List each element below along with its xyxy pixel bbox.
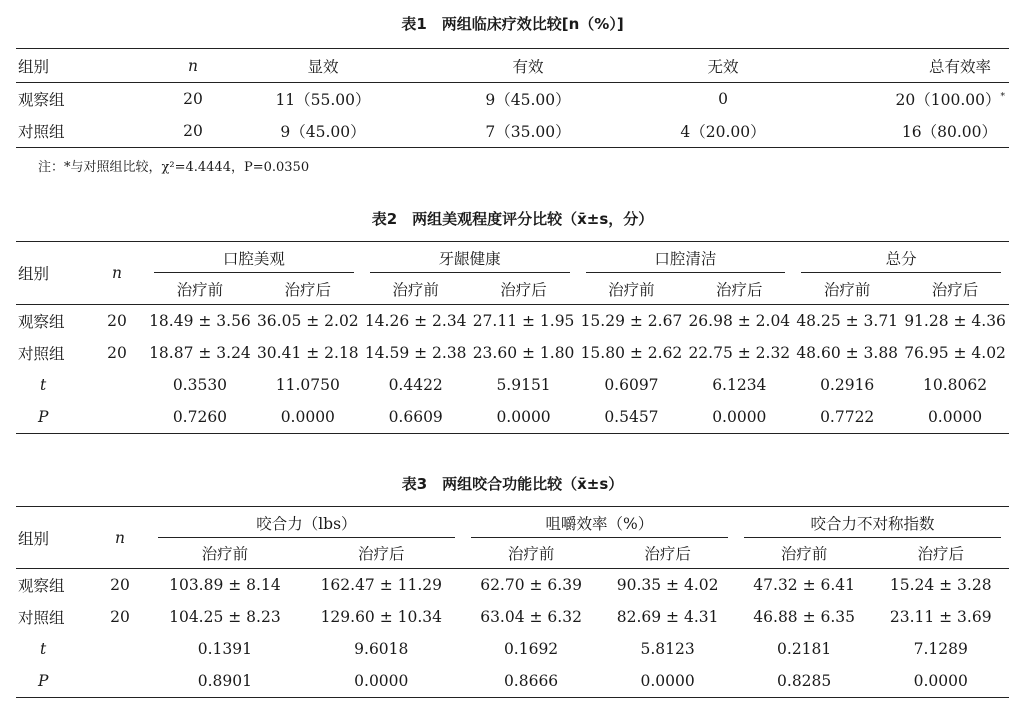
table-row xyxy=(16,569,1009,602)
table-row xyxy=(16,601,1009,633)
table3-cell-stat-t: t xyxy=(40,640,47,658)
table-row xyxy=(16,115,1009,148)
table2-cell: 0.0000 xyxy=(496,408,551,426)
table2-sub-header-row xyxy=(16,273,1009,305)
table3-cell xyxy=(90,665,150,698)
table2-cell xyxy=(88,401,146,434)
table3-cell: 对照组 xyxy=(18,609,65,627)
table1-cell: 20 xyxy=(183,90,203,108)
table2-cell: 10.8062 xyxy=(923,376,988,394)
table3-sub-after: 治疗后 xyxy=(872,538,1009,569)
table2-cell: 0.3530 xyxy=(172,376,228,394)
table3-cell: 82.69 ± 4.31 xyxy=(616,608,719,626)
table3-cell-stat-p: P xyxy=(38,672,49,690)
table1-header-total-rate: 总有效率 xyxy=(818,49,1009,83)
table2-cell: 15.29 ± 2.67 xyxy=(580,312,683,330)
table1-cell: 对照组 xyxy=(18,123,65,141)
table2-cell: 22.75 ± 2.32 xyxy=(688,344,791,362)
table1-cell-total xyxy=(818,83,1009,116)
table2-sub-before: 治疗前 xyxy=(793,273,901,305)
significance-mark: * xyxy=(1000,91,1005,102)
table2-cell: 14.26 ± 2.34 xyxy=(364,312,467,330)
table3-cell: 0.1391 xyxy=(197,640,253,658)
table2-cell: 26.98 ± 2.04 xyxy=(688,312,791,330)
table-row xyxy=(16,633,1009,665)
table2-cell-stat-t: t xyxy=(40,376,47,394)
table1-cell: 9（45.00） xyxy=(485,91,571,109)
table2-cell: 5.9151 xyxy=(496,376,551,394)
table3-sub-after: 治疗后 xyxy=(599,538,736,569)
table2-group-oral-clean xyxy=(578,242,794,274)
table2-cell: 15.80 ± 2.62 xyxy=(580,344,683,362)
table1-cell: 16（80.00） xyxy=(901,123,997,141)
table3-caption: 表3 两组咬合功能比较（x̄±s） xyxy=(401,475,624,493)
table1 xyxy=(16,48,1009,148)
table1-note: 注：*与对照组比较，χ²=4.4444，P=0.0350 xyxy=(38,160,310,175)
table2-cell: 0.2916 xyxy=(820,376,875,394)
table1-cell: 9（45.00） xyxy=(280,123,366,141)
table3-cell: 0.2181 xyxy=(777,640,832,658)
table2-header-n: n xyxy=(88,242,146,305)
table1-cell: 7（35.00） xyxy=(485,123,571,141)
table2-cell: 20 xyxy=(107,344,127,362)
table3-sub-before: 治疗前 xyxy=(463,538,600,569)
table1-cell: 20 xyxy=(183,122,203,140)
table-row xyxy=(16,83,1009,116)
table3-cell: 23.11 ± 3.69 xyxy=(889,608,992,626)
table3-cell: 0.0000 xyxy=(913,672,968,690)
table3-cell: 90.35 ± 4.02 xyxy=(616,576,719,594)
table1-header-effective: 有效 xyxy=(428,49,628,83)
table3-cell: 0.1692 xyxy=(503,640,559,658)
table3-group-label: 咀嚼效率（%） xyxy=(545,514,654,533)
table2-cell: 23.60 ± 1.80 xyxy=(472,344,575,362)
table2-group-label: 口腔清洁 xyxy=(654,249,717,268)
table3-cell: 20 xyxy=(110,608,130,626)
table2-group-oral-appearance xyxy=(146,242,362,274)
table3-cell: 0.8901 xyxy=(197,672,253,690)
table3-cell: 46.88 ± 6.35 xyxy=(753,608,856,626)
table3-cell: 129.60 ± 10.34 xyxy=(320,608,443,626)
table1-cell: 观察组 xyxy=(18,91,65,109)
table-row xyxy=(16,305,1009,338)
table2-cell: 0.0000 xyxy=(280,408,335,426)
table3-cell: 0.0000 xyxy=(354,672,409,690)
table1-header-ineffective: 无效 xyxy=(628,49,818,83)
table2-sub-before: 治疗前 xyxy=(578,273,686,305)
table2-cell: 0.4422 xyxy=(388,376,443,394)
table2-group-label: 牙龈健康 xyxy=(438,249,501,268)
table2-cell: 48.60 ± 3.88 xyxy=(796,344,899,362)
table2-cell: 0.7722 xyxy=(820,408,875,426)
table2-cell: 0.0000 xyxy=(927,408,983,426)
table2-cell: 91.28 ± 4.36 xyxy=(904,312,1006,330)
table3-cell: 103.89 ± 8.14 xyxy=(169,576,281,594)
table2-sub-before: 治疗前 xyxy=(362,273,470,305)
table2-cell: 30.41 ± 2.18 xyxy=(256,344,359,362)
table3-group-label: 咬合力（lbs） xyxy=(256,514,357,533)
table2-cell: 观察组 xyxy=(18,313,65,331)
table2-sub-after: 治疗后 xyxy=(685,273,793,305)
table1-header-marked: 显效 xyxy=(218,49,428,83)
table3-group-bite-force xyxy=(150,507,463,539)
table2 xyxy=(16,241,1009,434)
table3-group-header-row xyxy=(16,507,1009,539)
table2-cell: 0.7260 xyxy=(172,408,228,426)
table-row xyxy=(16,401,1009,434)
table1-header-row xyxy=(16,49,1009,83)
table2-cell: 0.0000 xyxy=(712,408,767,426)
table2-caption: 表2 两组美观程度评分比较（x̄±s，分） xyxy=(371,210,654,228)
table1-cell: 11（55.00） xyxy=(275,91,371,109)
table2-sub-after: 治疗后 xyxy=(901,273,1009,305)
table2-cell: 18.49 ± 3.56 xyxy=(149,312,251,330)
table1-caption: 表1 两组临床疗效比较[n（%）] xyxy=(401,15,624,33)
table3-cell: 20 xyxy=(110,576,130,594)
table2-cell: 0.6097 xyxy=(604,376,659,394)
table2-cell-stat-p: P xyxy=(38,408,49,426)
table3-cell: 15.24 ± 3.28 xyxy=(889,576,992,594)
table2-cell: 对照组 xyxy=(18,345,65,363)
table1-cell: 0 xyxy=(718,90,728,108)
table2-group-label: 口腔美观 xyxy=(222,249,285,268)
table3-group-label: 咬合力不对称指数 xyxy=(810,514,935,533)
table2-cell: 0.5457 xyxy=(604,408,659,426)
table2-group-header-row xyxy=(16,242,1009,274)
table2-cell: 48.25 ± 3.71 xyxy=(796,312,899,330)
table2-cell: 18.87 ± 3.24 xyxy=(149,344,251,362)
table3-group-asymmetry-index xyxy=(736,507,1009,539)
table3-cell: 63.04 ± 6.32 xyxy=(480,608,582,626)
table3-cell: 104.25 ± 8.23 xyxy=(169,608,281,626)
table-row xyxy=(16,369,1009,401)
table3-cell: 62.70 ± 6.39 xyxy=(480,576,582,594)
table3-cell: 0.0000 xyxy=(640,672,695,690)
table2-sub-after: 治疗后 xyxy=(254,273,362,305)
table1-cell-total-value: 20（100.00） xyxy=(895,91,1001,109)
table2-cell: 0.6609 xyxy=(388,408,443,426)
table3-cell: 5.8123 xyxy=(640,640,695,658)
table2-sub-after: 治疗后 xyxy=(470,273,578,305)
table3-cell: 9.6018 xyxy=(354,640,409,658)
table3-group-chewing-efficiency xyxy=(463,507,736,539)
table3-cell: 47.32 ± 6.41 xyxy=(753,576,856,594)
table3-sub-before: 治疗前 xyxy=(736,538,873,569)
table3-cell: 7.1289 xyxy=(913,640,968,658)
table2-group-gum-health xyxy=(362,242,578,274)
table2-cell: 27.11 ± 1.95 xyxy=(472,312,575,330)
table2-cell xyxy=(88,369,146,401)
table2-group-total xyxy=(793,242,1009,274)
table1-header-group: 组别 xyxy=(16,49,168,83)
table2-cell: 36.05 ± 2.02 xyxy=(256,312,359,330)
table1-cell: 4（20.00） xyxy=(680,123,766,141)
table2-cell: 76.95 ± 4.02 xyxy=(904,344,1006,362)
table2-group-label: 总分 xyxy=(885,249,917,268)
table2-sub-before: 治疗前 xyxy=(146,273,254,305)
table3-cell: 观察组 xyxy=(18,577,65,595)
table2-cell: 6.1234 xyxy=(712,376,767,394)
table3-cell xyxy=(90,633,150,665)
table3-header-group: 组别 xyxy=(16,507,90,569)
table-row xyxy=(16,337,1009,369)
table2-cell: 14.59 ± 2.38 xyxy=(364,344,467,362)
table3-sub-before: 治疗前 xyxy=(150,538,300,569)
table3-sub-after: 治疗后 xyxy=(300,538,463,569)
table2-cell: 11.0750 xyxy=(275,376,340,394)
table3-cell: 0.8285 xyxy=(777,672,832,690)
table3-cell: 162.47 ± 11.29 xyxy=(320,576,443,594)
table3 xyxy=(16,506,1009,698)
table3-sub-header-row xyxy=(16,538,1009,569)
table3-cell: 0.8666 xyxy=(503,672,559,690)
table-row xyxy=(16,665,1009,698)
table2-header-group: 组别 xyxy=(16,242,88,305)
table3-header-n: n xyxy=(90,507,150,569)
table1-header-n: n xyxy=(168,49,218,83)
table2-cell: 20 xyxy=(107,312,127,330)
